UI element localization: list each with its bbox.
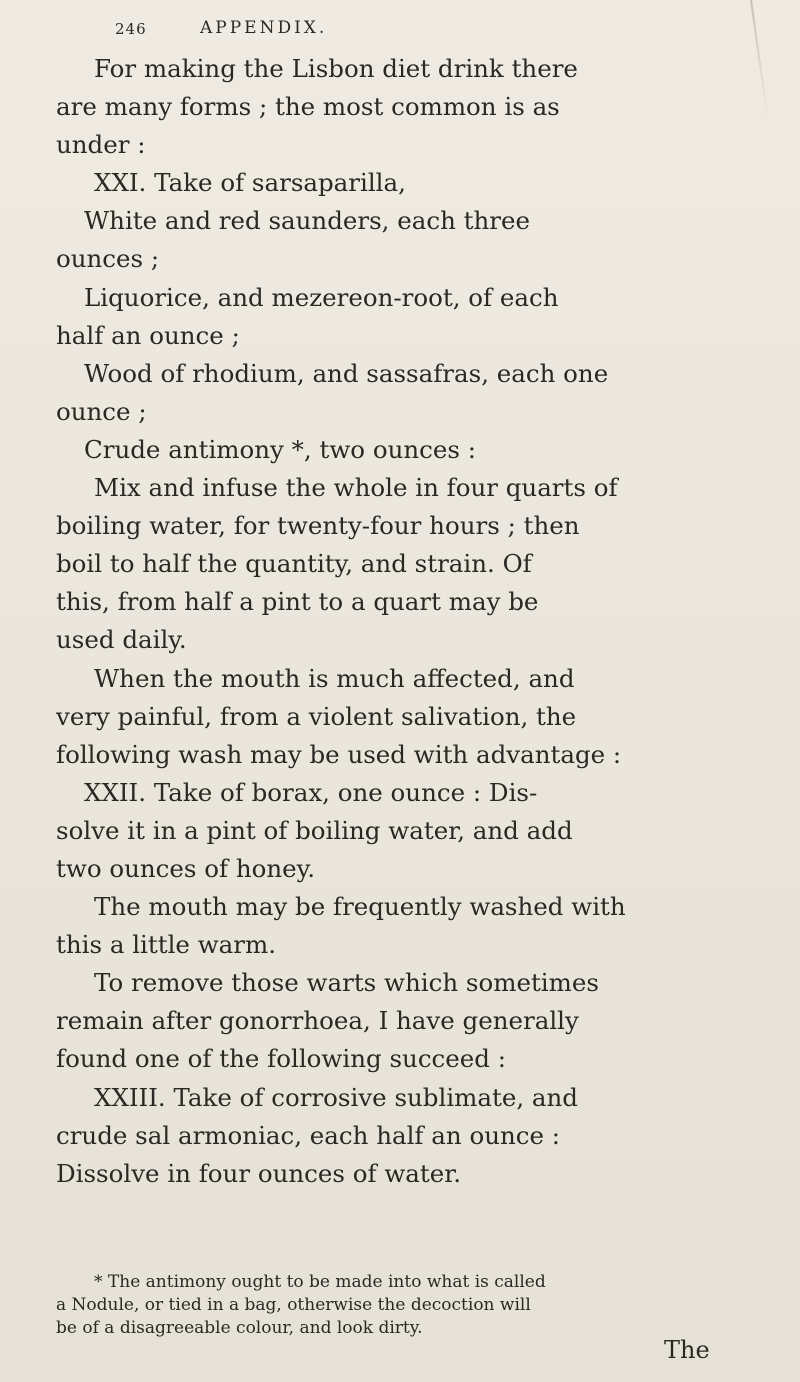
text-line: ounces ; <box>56 244 160 274</box>
recipe-heading: XXIII. Take of corrosive sublimate, and <box>94 1082 578 1112</box>
running-head: APPENDIX. <box>200 18 328 38</box>
text-line: are many forms ; the most common is as <box>56 92 560 122</box>
text-line: very painful, from a violent salivation, the <box>56 701 577 731</box>
text-line: White and red saunders, each three <box>84 206 530 236</box>
recipe-heading: XXI. Take of sarsaparilla, <box>94 168 406 198</box>
text-line: this, from half a pint to a quart may be <box>56 587 539 617</box>
footnote-line: * The antimony ought to be made into what is called <box>94 1272 546 1292</box>
text-line: To remove those warts which sometimes <box>94 968 599 998</box>
text-line: under : <box>56 130 146 160</box>
text-line: two ounces of honey. <box>56 853 316 883</box>
text-line: ounce ; <box>56 396 147 426</box>
text-line: boil to half the quantity, and strain. Of <box>56 549 532 579</box>
text-line: For making the Lisbon diet drink there <box>94 54 578 83</box>
text-line: When the mouth is much affected, and <box>94 663 575 693</box>
text-line: Dissolve in four ounces of water. <box>56 1158 462 1188</box>
text-line: Wood of rhodium, and sassafras, each one <box>84 358 609 388</box>
text-line: crude sal armoniac, each half an ounce : <box>56 1120 561 1150</box>
text-line: Crude antimony *, two ounces : <box>84 434 476 464</box>
text-line: following wash may be used with advantage : <box>56 739 622 769</box>
text-line: used daily. <box>56 625 187 655</box>
text-line: boiling water, for twenty-four hours ; then <box>56 511 580 541</box>
text-line: this a little warm. <box>56 930 277 960</box>
recipe-heading: XXII. Take of borax, one ounce : Dis- <box>84 777 538 807</box>
catchword: The <box>664 1336 710 1364</box>
text-line: half an ounce ; <box>56 320 240 350</box>
footnote <box>56 1271 716 1340</box>
footnote-line: be of a disagreeable colour, and look dirty. <box>56 1318 423 1338</box>
page-header <box>0 8 800 48</box>
text-line: found one of the following succeed : <box>56 1044 506 1074</box>
text-line: Liquorice, and mezereon-root, of each <box>84 282 559 312</box>
text-line: remain after gonorrhoea, I have generally <box>56 1006 579 1036</box>
text-line: Mix and infuse the whole in four quarts of <box>94 473 618 503</box>
page-number: 246 <box>115 20 147 38</box>
text-line: The mouth may be frequently washed with <box>94 892 626 922</box>
footnote-line: a Nodule, or tied in a bag, otherwise the decoction will <box>56 1295 531 1315</box>
body-text <box>56 50 716 1193</box>
text-line: solve it in a pint of boiling water, and add <box>56 815 573 845</box>
